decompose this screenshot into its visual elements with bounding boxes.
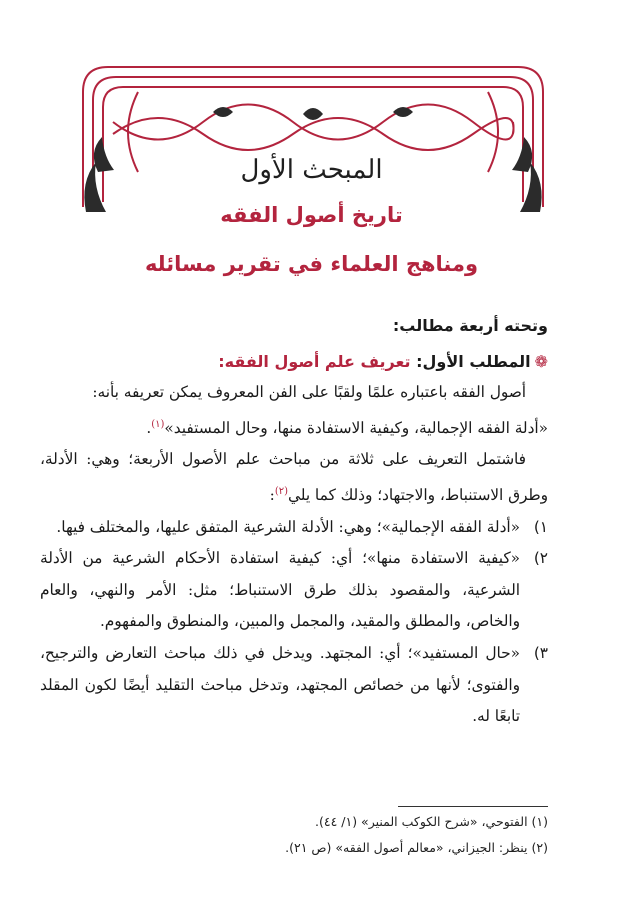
intro-text: وتحته أربعة مطالب: — [392, 316, 548, 335]
section-label: المطلب الأول: — [416, 352, 531, 371]
paragraph-definition: أصول الفقه باعتباره علمًا ولقبًا على الفن المعروف يمكن تعريفه بأنه: — [92, 383, 526, 401]
list-text: «أدلة الفقه الإجمالية»؛ وهي: الأدلة الشرعية المتفق عليها، والمختلف فيها. — [56, 517, 520, 536]
footnote-divider — [398, 806, 548, 807]
list-number: ٣) — [533, 643, 548, 662]
list-item — [40, 512, 548, 544]
list-item — [40, 638, 548, 733]
quote-text: «أدلة الفقه الإجمالية، وكيفية الاستفادة منها، وحال المستفيد» — [164, 418, 548, 437]
page-body — [40, 316, 548, 733]
overview-colon: : — [269, 485, 275, 504]
footnote-ref-1[interactable]: (١) — [151, 418, 165, 430]
section-title: تعريف علم أصول الفقه: — [218, 352, 411, 371]
list-item — [40, 543, 548, 638]
paragraph-quote: «أدلة الفقه الإجمالية، وكيفية الاستفادة منها، وحال المستفيد»$^{(١)}$. — [146, 418, 548, 437]
chapter-title-line1: تاريخ أصول الفقه — [220, 203, 403, 227]
ornamental-frame — [78, 62, 548, 212]
list-number: ١) — [533, 517, 548, 536]
footnote-1: (١) الفتوحي، «شرح الكوكب المنير» (١/ ٤٤). — [315, 814, 548, 829]
chapter-heading: المبحث الأول — [240, 155, 383, 185]
list-text: «كيفية الاستفادة منها»؛ أي: كيفية استفادة الأحكام الشرعية من الأدلة الشرعية، والمقصود بذلك طرق الاستنباط؛ مثل: الأمر والنهي، والعام والخاص، والمطلق والمقيد، والمجمل والمبين، والمنطوق والمفهوم. — [40, 549, 520, 631]
list-text: «حال المستفيد»؛ أي: المجتهد. ويدخل في ذلك مباحث التعارض والترجيح، والفتوى؛ لأنها من خصائص المجتهد، وتدخل مباحث التقليد أيضًا لكون المقلد تابعًا له. — [40, 643, 520, 726]
footnote-2: (٢) ينظر: الجيزاني، «معالم أصول الفقه» (ص ٢١). — [285, 840, 548, 855]
chapter-title-line2: ومناهج العلماء في تقرير مسائله — [144, 252, 479, 276]
definition-list — [40, 512, 548, 733]
paragraph-overview — [40, 444, 548, 511]
overview-text: فاشتمل التعريف على ثلاثة من مباحث علم الأصول الأربعة؛ وهي: الأدلة، وطرق الاستنباط، والاجتهاد؛ وذلك كما يلي — [40, 450, 548, 504]
footnote-ref-2[interactable]: (٢) — [274, 485, 288, 497]
list-number: ٢) — [533, 549, 548, 568]
flower-icon: ❁ — [534, 352, 548, 371]
section-heading — [40, 352, 548, 371]
